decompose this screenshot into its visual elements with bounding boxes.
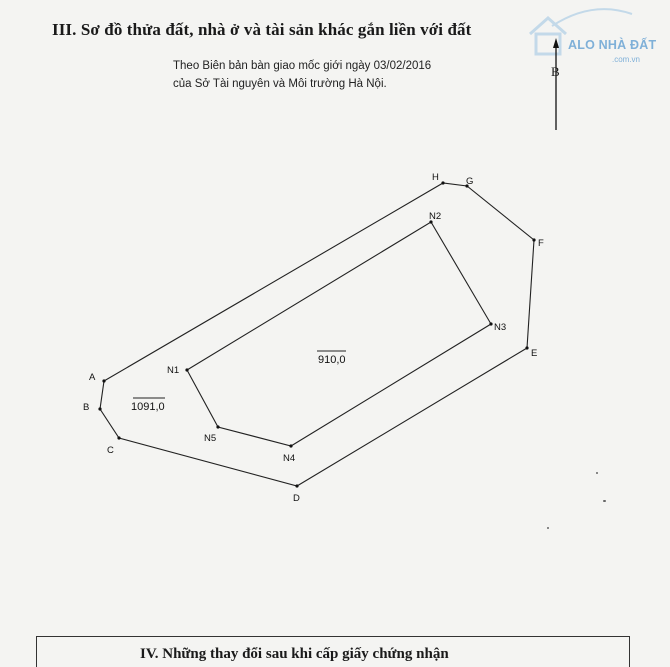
point-label-n2: N2 xyxy=(429,211,442,222)
watermark-brand: ALO NHÀ ĐẤT xyxy=(568,38,657,52)
point-label-e: E xyxy=(531,348,538,359)
note-line-2: của Sở Tài nguyên và Môi trường Hà Nội. xyxy=(173,78,387,90)
section-title: III. Sơ đồ thửa đất, nhà ở và tài sản khác gắn liền với đất xyxy=(52,20,472,39)
point-label-f: F xyxy=(538,238,544,249)
point-label-c: C xyxy=(107,445,114,456)
point-label-h: H xyxy=(432,172,439,183)
point-label-n1: N1 xyxy=(167,365,180,376)
point-label-d: D xyxy=(293,493,300,504)
inner-boundary xyxy=(187,222,491,446)
point-label-b: B xyxy=(83,402,90,413)
note-line-1: Theo Biên bản bàn giao mốc giới ngày 03/02/2016 xyxy=(173,60,432,72)
point-label-n4: N4 xyxy=(283,453,296,464)
point-label-a: A xyxy=(89,372,96,383)
north-label: B xyxy=(551,64,560,79)
inner-area-label: 910,0 xyxy=(318,354,346,366)
next-section-title: IV. Những thay đổi sau khi cấp giấy chứng nhận xyxy=(140,646,449,662)
point-label-n5: N5 xyxy=(204,433,217,444)
point-label-g: G xyxy=(466,176,474,187)
watermark-domain: .com.vn xyxy=(612,55,641,64)
outer-boundary xyxy=(100,183,534,486)
outer-area-label: 1091,0 xyxy=(131,401,165,413)
point-label-n3: N3 xyxy=(494,322,507,333)
